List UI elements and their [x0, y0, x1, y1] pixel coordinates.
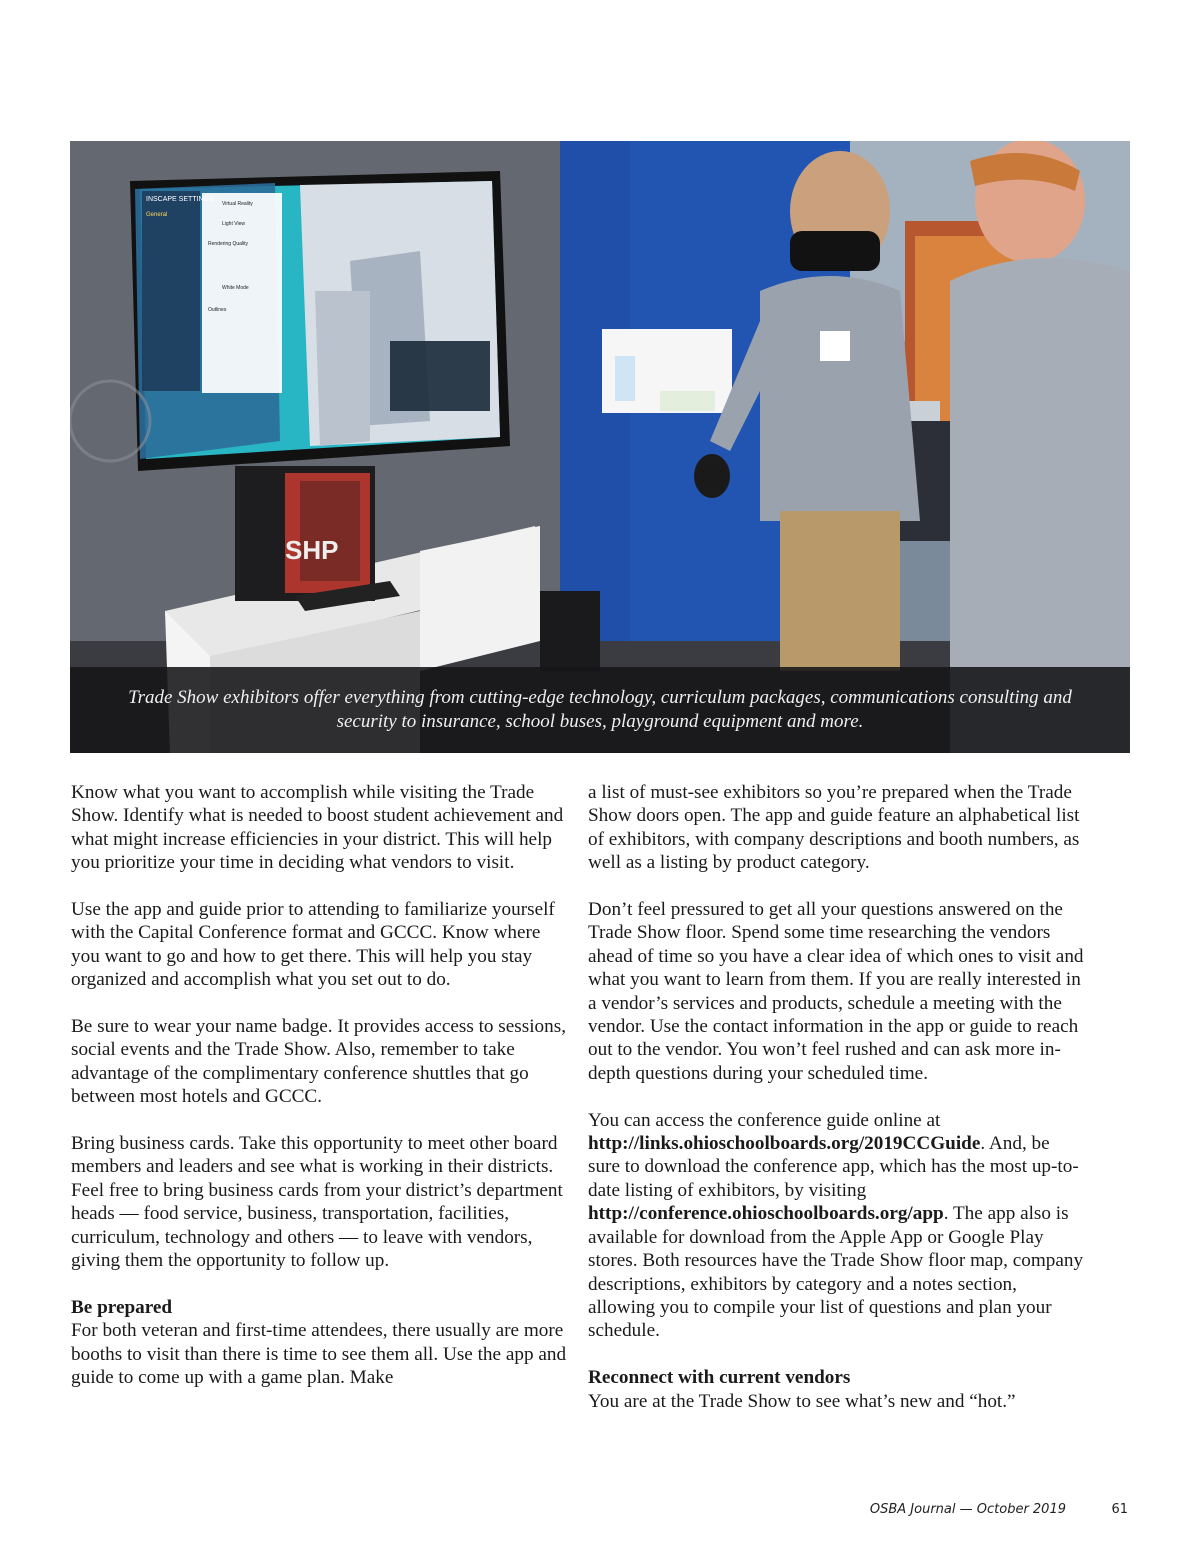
- conference-app-link[interactable]: http://conference.ohioschoolboards.org/app: [588, 1203, 944, 1225]
- screen-settings-tab: General: [146, 212, 168, 218]
- guide-text-b: . And, be sure to download the conference app, which has the most up-to-date listing of exhibitors, by visiting: [588, 1133, 1079, 1201]
- page-number: 61: [1111, 1502, 1128, 1517]
- guide-text-a: You can access the conference guide online at: [588, 1109, 941, 1131]
- photo-caption: Trade Show exhibitors offer everything from cutting-edge technology, curriculum packages, communications consulting and security to insurance, school buses, playground equipment and more.: [70, 667, 1130, 753]
- left-paragraph-5: For both veteran and first-time attendees, there usually are more booths to visit than there is time to see them all. Use the app and guide to come up with a game plan. Make: [71, 1320, 567, 1389]
- screen-option-light: Light View: [222, 221, 245, 227]
- left-paragraph-1: Know what you want to accomplish while visiting the Trade Show. Identify what is needed to boost student achievement and what might increase efficiencies in your district. This will help you prioritize your time in deciding what vendors to visit.: [71, 782, 564, 874]
- shp-logo: SHP: [285, 535, 339, 565]
- right-paragraph-4: You are at the Trade Show to see what’s new and “hot.”: [588, 1390, 1016, 1412]
- guide-text-c: . The app also is available for download from the Apple App or Google Play stores. Both resources have the Trade Show floor map, company descriptions, exhibitors by category and a notes section, allowing you to compile your list of questions and plan your schedule.: [588, 1203, 1084, 1342]
- photo-illustration: [70, 141, 1130, 753]
- article-right-column: [588, 781, 1084, 1413]
- article-left-column: [71, 781, 567, 1390]
- screen-option-quality: Rendering Quality: [208, 241, 249, 247]
- screen-option-outlines: Outlines: [208, 307, 227, 313]
- footer-journal-title: OSBA Journal — October 2019: [869, 1502, 1066, 1517]
- right-paragraph-1: a list of must-see exhibitors so you’re prepared when the Trade Show doors open. The app and guide feature an alphabetical list of exhibitors, with company descriptions and booth numbers, as well as a listing by product category.: [588, 782, 1080, 874]
- screen-option-vr: Virtual Reality: [222, 201, 253, 207]
- left-paragraph-2: Use the app and guide prior to attending to familiarize yourself with the Capital Conference format and GCCC. Know where you want to go and how to get there. This will help you stay organized and accomplish what you set out to do.: [71, 899, 555, 991]
- trade-show-photo: [70, 141, 1130, 753]
- screen-settings-title: INSCAPE SETTINGS: [146, 196, 214, 203]
- right-paragraph-2: Don’t feel pressured to get all your questions answered on the Trade Show floor. Spend some time researching the vendors ahead of time so you have a clear idea of which ones to visit and what you want to learn from them. If you are really interested in a vendor’s services and products, schedule a meeting with the vendor. Use the contact information in the app or guide to reach out to the vendor. You won’t feel rushed and can ask more in-depth questions during your scheduled time.: [588, 899, 1084, 1084]
- vr-headset: [790, 231, 880, 271]
- left-paragraph-3: Be sure to wear your name badge. It provides access to sessions, social events and the Trade Show. Also, remember to take advantage of the complimentary conference shuttles that go between most hotels and GCCC.: [71, 1016, 567, 1108]
- conference-guide-link[interactable]: http://links.ohioschoolboards.org/2019CCGuide: [588, 1133, 981, 1155]
- vr-user-body: [760, 276, 920, 521]
- right-paragraph-3: [588, 1109, 1084, 1343]
- heading-be-prepared: Be prepared: [71, 1296, 173, 1318]
- left-paragraph-4: Bring business cards. Take this opportunity to meet other board members and leaders and see what is working in their districts. Feel free to bring business cards from your district’s department heads — food service, business, transportation, facilities, curriculum, technology and others — to leave with vendors, giving them the opportunity to follow up.: [71, 1133, 563, 1272]
- screen-option-white: White Mode: [222, 285, 249, 291]
- heading-reconnect-vendors: Reconnect with current vendors: [588, 1367, 851, 1389]
